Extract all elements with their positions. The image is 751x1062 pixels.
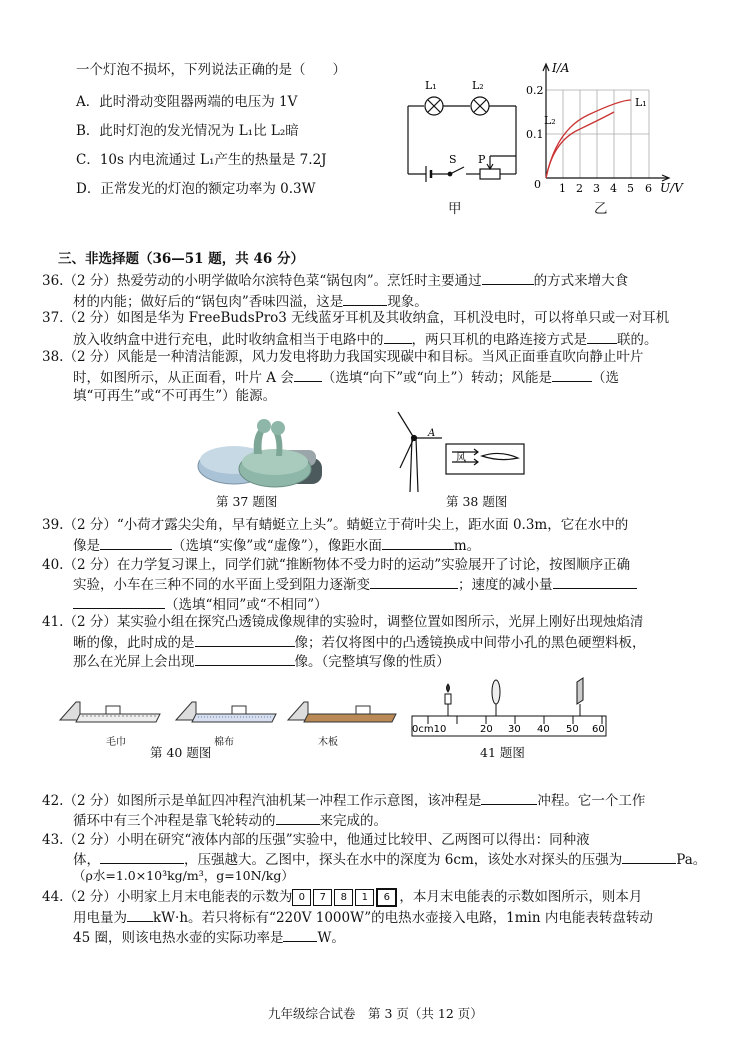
optical-bench-diagram: [408, 674, 608, 740]
scale-60: 60: [592, 724, 605, 735]
q40-line3: （选填“相同”或“不相同”）: [73, 594, 328, 615]
fig37-caption: 第 37 题图: [216, 494, 278, 509]
q40-line2: 实验，小车在三种不同的水平面上受到阻力逐渐变 ；速度的减小量: [73, 574, 637, 595]
meter-digit-5: 6: [376, 888, 397, 907]
q42-blank-2[interactable]: [276, 810, 320, 825]
x-tick-4: 4: [610, 182, 617, 195]
fig41-caption: 41 题图: [480, 745, 525, 760]
q35-option-a: A．此时滑动变阻器两端的电压为 1V: [76, 94, 298, 110]
q35-option-b: B．此时灯泡的发光情况为 L₁比 L₂暗: [76, 123, 299, 139]
series-l2-label: L₂: [544, 114, 556, 127]
q40-blank-2-a[interactable]: [553, 574, 637, 589]
q35-option-c: C．10s 内电流通过 L₁产生的热量是 7.2J: [76, 152, 327, 168]
q36-line1: 36.（2 分）热爱劳动的小明学做哈尔滨特色菜“锅包肉”。烹饪时主要通过 的方式来增大食: [42, 270, 628, 291]
switch-label: S: [449, 153, 457, 166]
q40-line1: 40.（2 分）在力学复习课上，同学们就“推断物体不受力时的运动”实验展开了讨论，按图顺序正确: [42, 557, 631, 573]
q41-blank-1[interactable]: [195, 632, 295, 647]
q38-blank-1[interactable]: [294, 367, 322, 382]
q44-line1: 44.（2 分）小明家上月末电能表的示数为 0 7 8 1 6 ，本月末电能表的示数如图所示，则本月: [42, 889, 643, 905]
q43-line2: 体， ，压强越大。乙图中，探头在水中的深度为 6cm，该处水对探头的压强为 Pa。: [73, 849, 706, 870]
meter-digit-4: 1: [355, 889, 374, 906]
scale-0-10: 0cm10: [412, 724, 447, 735]
q42-blank-1[interactable]: [481, 790, 537, 805]
surfaces-diagram: [56, 686, 406, 732]
q37-line1: 37.（2 分）如图是华为 FreeBudsPro3 无线蓝牙耳机及其收纳盒，耳机没电时，可以将单只或一对耳机: [42, 310, 670, 326]
q41-line2: 晰的像，此时成的是 像；若仅将图中的凸透镜换成中间带小孔的黑色硬塑料板，: [73, 632, 646, 653]
circuit-diagram: [398, 74, 528, 194]
earbuds-image: [190, 414, 330, 492]
q41-line3: 那么在光屏上会出现 像。（完整填写像的性质）: [73, 651, 450, 672]
q44-line3: 45 圈，则该电热水壶的实际功率是 W。: [73, 927, 345, 948]
series-l1-label: L₁: [635, 96, 647, 109]
meter-digit-1: 0: [292, 889, 311, 906]
lamp-l1-label: L₁: [425, 79, 437, 92]
scale-20: 20: [480, 724, 493, 735]
x-tick-6: 6: [645, 182, 652, 195]
q36-line2: 材的内能；做好后的“锅包肉”香味四溢，这是 现象。: [73, 291, 428, 312]
q38-line2: 时，如图所示，从正面看，叶片 A 会 （选填“向下”或“向上”）转动；风能是 （选: [73, 367, 619, 388]
q37-blank-1[interactable]: [384, 329, 412, 344]
wind-turbine-diagram: [390, 408, 540, 494]
lamp-l2-label: L₂: [472, 79, 484, 92]
q41-line1: 41.（2 分）某实验小组在探究凸透镜成像规律的实验时，调整位置如图所示，光屏上刚好出现烛焰清: [42, 614, 644, 630]
q38-line3: 填“可再生”或“不可再生”）能源。: [73, 388, 277, 404]
series-l1-curve: [546, 100, 631, 178]
graph-caption: 乙: [594, 201, 608, 217]
y-tick-02: 0.2: [526, 84, 544, 97]
x-tick-3: 3: [593, 182, 600, 195]
scale-30: 30: [508, 724, 521, 735]
surface-label-board: 木板: [318, 737, 338, 748]
q44-line2: 用电量为 kW·h。若只将标有“220V 1000W”的电热水壶接入电路，1min 内电能表转盘转动: [73, 907, 653, 928]
surface-label-towel: 毛巾: [106, 737, 126, 748]
fig38-caption: 第 38 题图: [446, 494, 508, 509]
q36-blank-1[interactable]: [482, 270, 534, 285]
y-axis-label: I/A: [552, 61, 570, 75]
q39-line2: 像是 （选填“实像”或“虚像”），像距水面 m。: [73, 535, 480, 556]
q37-line2: 放入收纳盒中进行充电，此时收纳盒相当于电路中的 ，两只耳机的电路连接方式是 联的。: [73, 329, 658, 350]
wind-label: 风: [456, 453, 466, 464]
fig40-caption: 第 40 题图: [150, 745, 212, 760]
q42-line2: 循环中有三个冲程是靠飞轮转动的 来完成的。: [73, 810, 387, 831]
q37-blank-2[interactable]: [587, 329, 617, 344]
q42-line1: 42.（2 分）如图所示是单缸四冲程汽油机某一冲程工作示意图，该冲程是 冲程。它一个工作: [42, 790, 645, 811]
q38-blank-2[interactable]: [552, 367, 592, 382]
scale-40: 40: [537, 724, 550, 735]
q43-line1: 43.（2 分）小明在研究“液体内部的压强”实验中，他通过比较甲、乙两图可以得出：同种液: [42, 832, 590, 848]
q40-blank-1[interactable]: [370, 574, 458, 589]
meter-digit-2: 7: [313, 889, 332, 906]
blade-a-label: A: [428, 428, 436, 439]
page-footer: 九年级综合试卷 第 3 页（共 12 页）: [268, 1006, 483, 1021]
x-tick-1: 1: [559, 182, 566, 195]
section-title: 三、非选择题（36—51 题，共 46 分）: [58, 251, 304, 267]
slider-label: P: [478, 153, 486, 166]
q43-blank-1[interactable]: [100, 849, 184, 864]
q36-blank-2[interactable]: [343, 291, 387, 306]
q41-blank-2[interactable]: [195, 651, 295, 666]
meter-digit-3: 8: [334, 889, 353, 906]
y-tick-01: 0.1: [526, 128, 544, 141]
q43-blank-2[interactable]: [622, 849, 676, 864]
q40-blank-2-b[interactable]: [73, 594, 165, 609]
q39-line1: 39.（2 分）“小荷才露尖尖角，早有蜻蜓立上头”。蜻蜓立于荷叶尖上，距水面 0.3m，它在水中的: [42, 517, 629, 533]
q39-blank-2[interactable]: [382, 535, 454, 550]
surface-label-cotton: 棉布: [214, 737, 234, 748]
circuit-caption: 甲: [448, 201, 462, 217]
x-tick-2: 2: [576, 182, 583, 195]
x-axis-label: U/V: [660, 181, 683, 195]
q44-blank-2[interactable]: [283, 927, 317, 942]
meter-reading: [292, 889, 399, 905]
iu-graph: [528, 60, 693, 200]
q35-stem: 一个灯泡不损坏，下列说法正确的是（ ）: [76, 62, 346, 78]
q38-line1: 38.（2 分）风能是一种清洁能源，风力发电将助力我国实现碳中和目标。当风正面垂直吹向静止叶片: [42, 349, 644, 365]
x-tick-5: 5: [627, 182, 634, 195]
q39-blank-1[interactable]: [100, 535, 172, 550]
origin-label: 0: [534, 178, 541, 191]
scale-50: 50: [566, 724, 579, 735]
q44-blank-1[interactable]: [127, 907, 153, 922]
q35-option-d: D．正常发光的灯泡的额定功率为 0.3W: [76, 181, 316, 197]
q43-line3: （ρ水=1.0×10³kg/m³，g=10N/kg）: [73, 868, 294, 883]
